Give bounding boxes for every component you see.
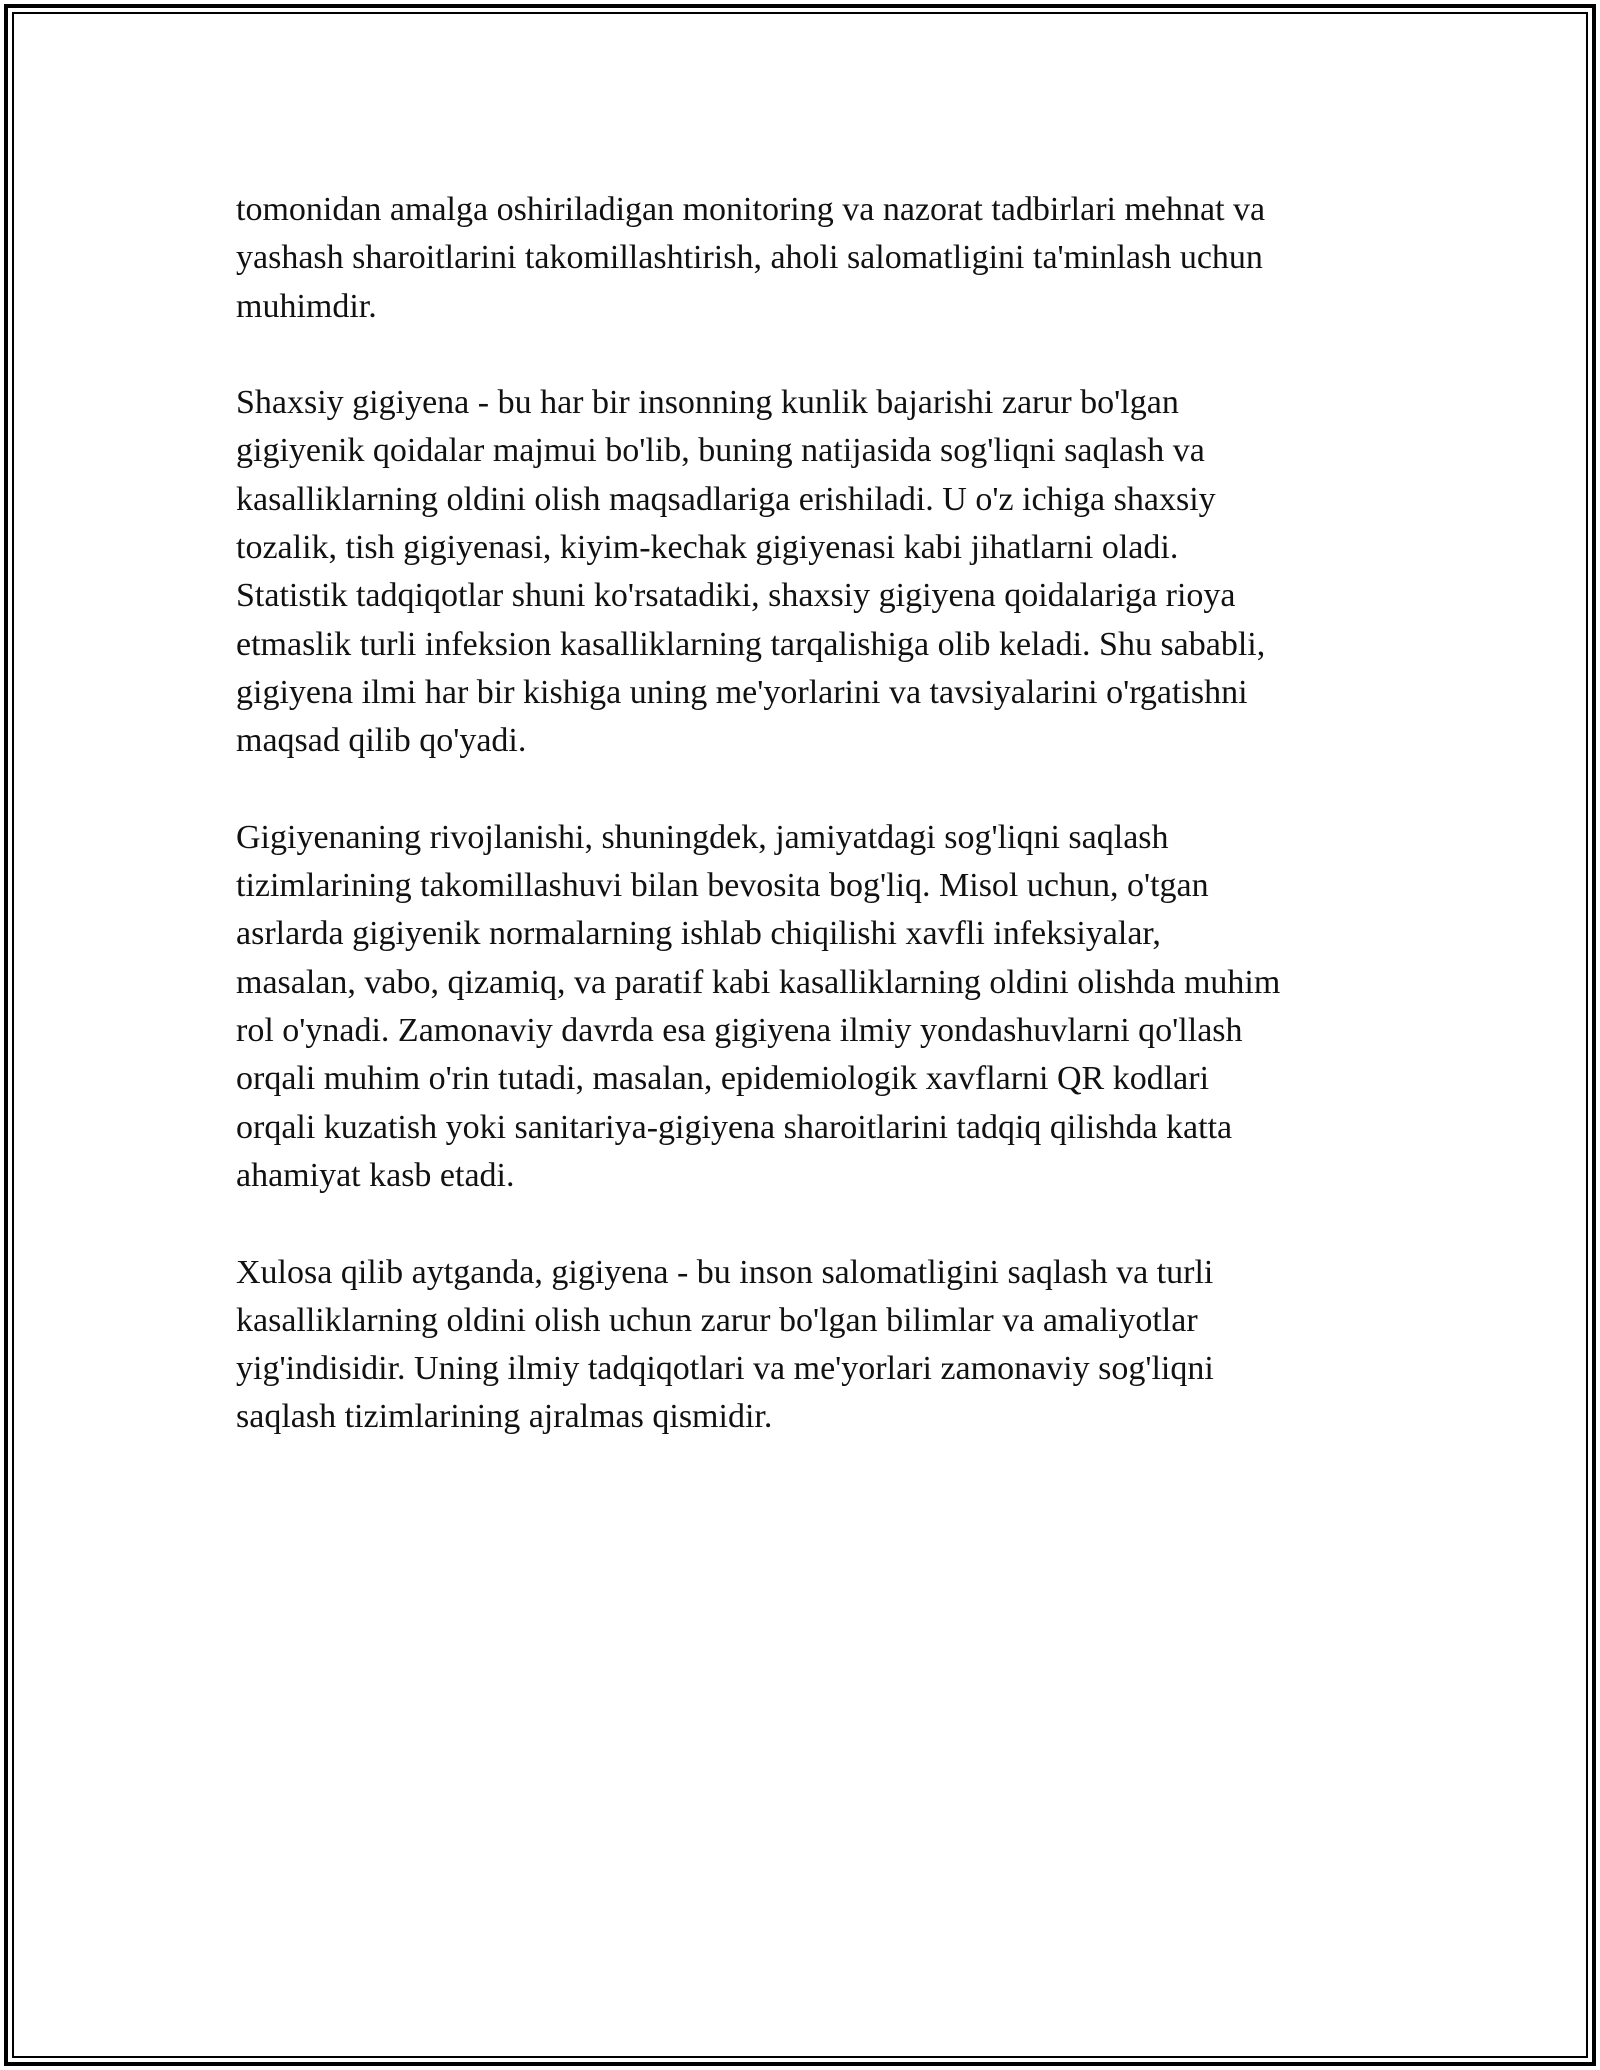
paragraph-hygiene-development: Gigiyenaning rivojlanishi, shuningdek, jamiyatdagi sog'liqni saqlash tizimlarining takomillashuvi bilan bevosita bog'liq. Misol uchun, o'tgan asrlarda gigiyenik normalarning ishlab chiqilishi xavfli infeksiyalar, masalan, vabo, qizamiq, va paratif kabi kasalliklarning oldini olishda muhim rol o'ynadi. Zamonaviy davrda esa gigiyena ilmiy yondashuvlarni qo'llash orqali muhim o'rin tutadi, masalan, epidemiologik xavflarni QR kodlari orqali kuzatish yoki sanitariya-gigiyena sharoitlarini tadqiq qilishda katta ahamiyat kasb etadi. [236, 818, 1281, 1194]
paragraph-conclusion: Xulosa qilib aytganda, gigiyena - bu inson salomatligini saqlash va turli kasalliklarning oldini olish uchun zarur bo'lgan bilimlar va amaliyotlar yig'indisidir. Uning ilmiy tadqiqotlari va me'yorlari zamonaviy sog'liqni saqlash tizimlarining ajralmas qismidir. [236, 1253, 1214, 1436]
paragraph-monitoring: tomonidan amalga oshiriladigan monitoring va nazorat tadbirlari mehnat va yashash sharoitlarini takomillashtirish, aholi salomatligini ta'minlash uchun muhimdir. [236, 191, 1266, 325]
paragraph-personal-hygiene: Shaxsiy gigiyena - bu har bir insonning kunlik bajarishi zarur bo'lgan gigiyenik qoidalar majmui bo'lib, buning natijasida sog'liqni saqlash va kasalliklarning oldini olish maqsadlariga erishiladi. U o'z ichiga shaxsiy tozalik, tish gigiyenasi, kiyim-kechak gigiyenasi kabi jihatlarni oladi. Statistik tadqiqotlar shuni ko'rsatadiki, shaxsiy gigiyena qoidalariga rioya etmaslik turli infeksion kasalliklarning tarqalishiga olib keladi. Shu sababli, gigiyena ilmi har bir kishiga uning me'yorlarini va tavsiyalarini o'rgatishni maqsad qilib qo'yadi. [236, 384, 1266, 760]
document-body [236, 186, 1376, 1490]
